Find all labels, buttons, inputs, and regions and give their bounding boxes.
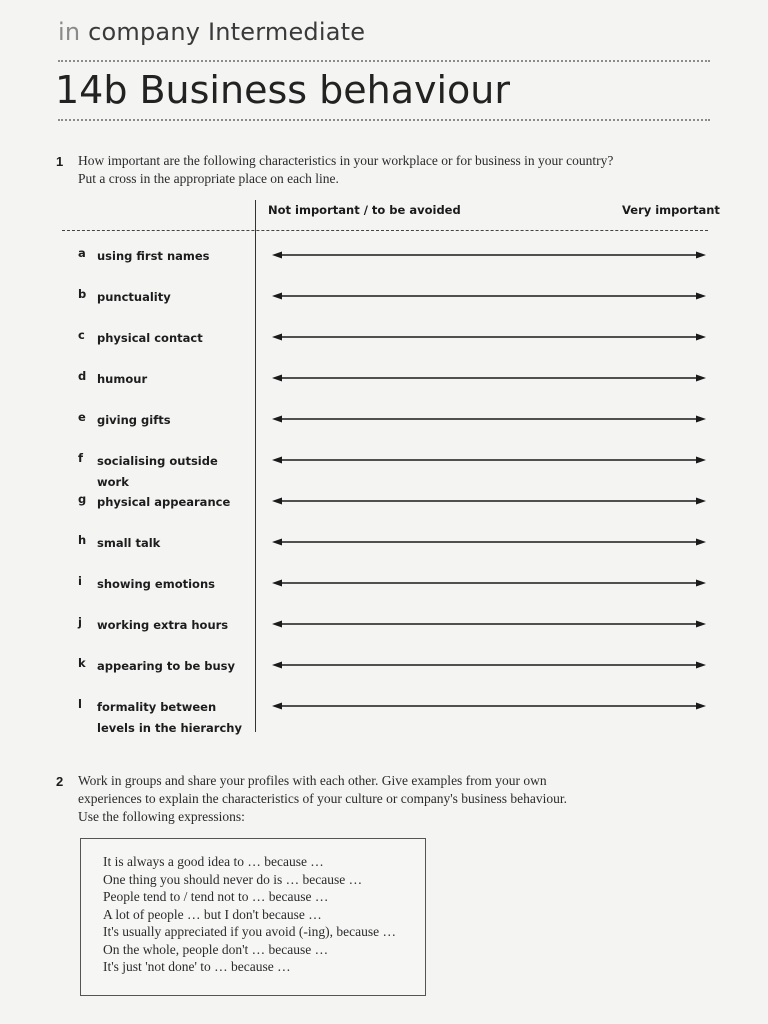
item-letter: e (78, 410, 86, 424)
rating-row-f (0, 451, 768, 489)
series-header (58, 18, 365, 46)
item-label: using first names (97, 249, 210, 263)
dotted-divider-bottom (58, 119, 710, 121)
question-2-number: 2 (56, 774, 64, 789)
item-letter: a (78, 246, 86, 260)
arrowhead-right-icon (696, 539, 706, 546)
item-letter: k (78, 656, 86, 670)
question-2-line-2: experiences to explain the characteristics of your culture or company's business behaviour. (78, 791, 568, 806)
item-letter: b (78, 287, 87, 301)
page-title (55, 68, 510, 112)
arrowhead-left-icon (272, 252, 282, 259)
item-letter: l (78, 697, 82, 711)
arrowhead-left-icon (272, 498, 282, 505)
rating-row-h (0, 533, 768, 553)
item-label: appearing to be busy (97, 659, 236, 673)
item-letter: i (78, 574, 82, 588)
rating-row-b (0, 287, 768, 307)
expression-line: On the whole, people don't … because … (103, 941, 329, 957)
expression-line: A lot of people … but I don't because … (103, 906, 322, 922)
rating-row-a (0, 246, 768, 266)
arrowhead-right-icon (696, 703, 706, 710)
rating-row-k (0, 656, 768, 676)
rating-scale-line[interactable] (272, 496, 706, 506)
rating-row-i (0, 574, 768, 594)
item-label: small talk (97, 536, 161, 550)
rating-scale-line[interactable] (272, 332, 706, 342)
rating-scale-line[interactable] (272, 578, 706, 588)
rating-scale-line[interactable] (272, 455, 706, 465)
expression-line: One thing you should never do is … because … (103, 871, 363, 887)
arrowhead-left-icon (272, 457, 282, 464)
item-label: physical contact (97, 331, 203, 345)
rating-row-d (0, 369, 768, 389)
arrowhead-left-icon (272, 703, 282, 710)
rating-row-j (0, 615, 768, 635)
rating-row-g (0, 492, 768, 512)
arrowhead-left-icon (272, 416, 282, 423)
item-label: physical appearance (97, 495, 231, 509)
arrowhead-right-icon (696, 621, 706, 628)
item-label: showing emotions (97, 577, 215, 591)
item-label: giving gifts (97, 413, 171, 427)
expression-line: It's just 'not done' to … because … (103, 959, 291, 974)
arrowhead-right-icon (696, 662, 706, 669)
question-2-text (78, 772, 698, 826)
item-label: working extra hours (97, 618, 229, 632)
item-letter: g (78, 492, 87, 506)
dotted-divider-top (58, 60, 710, 62)
arrowhead-left-icon (272, 539, 282, 546)
arrowhead-right-icon (696, 498, 706, 505)
scale-left-label: Not important / to be avoided (268, 203, 461, 217)
arrowhead-left-icon (272, 375, 282, 382)
item-letter: f (78, 451, 84, 465)
rating-scale-line[interactable] (272, 250, 706, 260)
rating-row-l (0, 697, 768, 735)
item-letter: j (78, 615, 82, 629)
series-name: company Intermediate (88, 18, 366, 46)
expression-line: People tend to / tend not to … because … (103, 889, 329, 904)
expressions-box (80, 838, 426, 996)
arrowhead-right-icon (696, 252, 706, 259)
rating-scale-line[interactable] (272, 291, 706, 301)
arrowhead-right-icon (696, 457, 706, 464)
arrowhead-right-icon (696, 580, 706, 587)
header-rule (62, 230, 708, 231)
item-label: punctuality (97, 290, 171, 304)
question-1-number: 1 (56, 154, 64, 169)
question-1-text (78, 152, 698, 188)
rating-scale-line[interactable] (272, 373, 706, 383)
scale-right-label: Very important (622, 203, 720, 217)
question-2-line-3: Use the following expressions: (78, 809, 245, 824)
expression-line: It is always a good idea to … because … (103, 854, 324, 869)
question-1-line-1: How important are the following characteristics in your workplace or for business in your country? (78, 153, 614, 168)
expression-line: It's usually appreciated if you avoid (-ing), because … (103, 924, 396, 939)
arrowhead-right-icon (696, 416, 706, 423)
arrowhead-right-icon (696, 293, 706, 300)
rating-row-c (0, 328, 768, 348)
arrowhead-right-icon (696, 334, 706, 341)
arrowhead-left-icon (272, 662, 282, 669)
arrowhead-left-icon (272, 334, 282, 341)
arrowhead-left-icon (272, 580, 282, 587)
item-letter: h (78, 533, 87, 547)
item-letter: c (78, 328, 85, 342)
rating-scale-line[interactable] (272, 660, 706, 670)
rating-row-e (0, 410, 768, 430)
arrowhead-left-icon (272, 293, 282, 300)
item-label: formality between levels in the hierarchy (97, 700, 242, 735)
rating-scale-line[interactable] (272, 619, 706, 629)
arrowhead-right-icon (696, 375, 706, 382)
question-2-line-1: Work in groups and share your profiles with each other. Give examples from your own (78, 773, 547, 788)
unit-title: Business behaviour (139, 68, 511, 112)
item-label: socialising outside work (97, 454, 218, 489)
rating-scale-line[interactable] (272, 537, 706, 547)
rating-scale-line[interactable] (272, 701, 706, 711)
question-1-line-2: Put a cross in the appropriate place on each line. (78, 171, 339, 186)
item-label: humour (97, 372, 148, 386)
item-letter: d (78, 369, 87, 383)
rating-scale-line[interactable] (272, 414, 706, 424)
series-prefix: in (58, 18, 81, 46)
unit-number: 14b (55, 68, 128, 112)
arrowhead-left-icon (272, 621, 282, 628)
